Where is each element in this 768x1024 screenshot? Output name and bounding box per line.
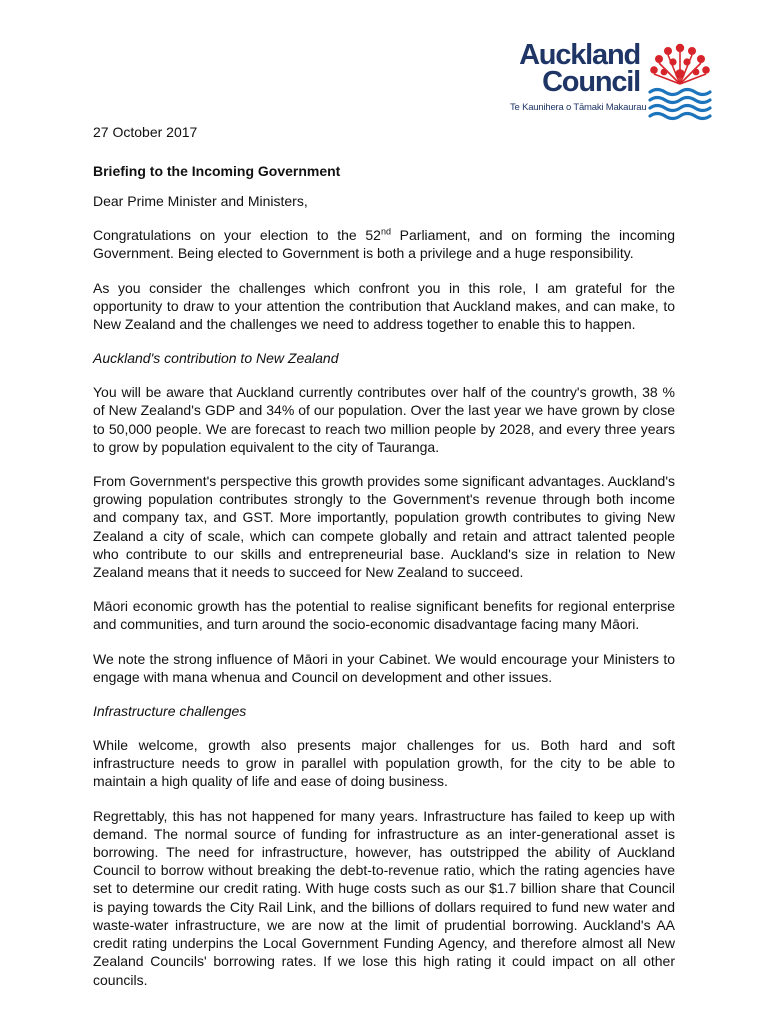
letter-date: 27 October 2017 [93,124,198,140]
paragraph-borrowing-limits: Regrettably, this has not happened for many years. Infrastructure has failed to keep up with demand. The normal source of funding for infrastructure as an inter-generational asset is borrowing. The need for infrastructure, however, has outstripped the ability of Auckland Council to borrow without breaking the debt-to-revenue ratio, which the rating agencies have set to determine our credit rating. With huge costs such as our $1.7 billion share that Council is paying towards the City Rail Link, and the billions of dollars required to fund new water and waste-water infrastructure, we are now at the limit of prudential borrowing. Auckland's AA credit rating underpins the Local Government Funding Agency, and therefore almost all New Zealand Councils' borrowing rates. If we lose this high rating it could impact on all other councils. [93,807,675,988]
ordinal-suffix: nd [380,226,391,237]
logo-line-auckland: Auckland [519,39,640,71]
paragraph-challenges-intro: As you consider the challenges which confront you in this role, I am grateful for the opportunity to draw to your attention the contribution that Auckland makes, and can make, to New Zealand and the challenges we need to address together to enable this to happen. [93,279,675,333]
paragraph-cabinet-influence: We note the strong influence of Māori in your Cabinet. We would encourage your Ministers to engage with mana whenua and Council on development and other issues. [93,650,675,685]
pohutukawa-flower-icon [644,42,716,122]
auckland-council-logo [510,39,716,128]
section-heading-infrastructure: Infrastructure challenges [93,703,247,720]
letter-title: Briefing to the Incoming Government [93,163,341,179]
paragraph-congratulations-end: Parliament, and on forming the incoming Government. Being elected to Government is both a privilege and a huge responsibility. [93,227,675,262]
logo-tagline: Te Kaunihera o Tāmaki Makaurau [510,102,647,113]
paragraph-growth-stats: You will be aware that Auckland currently contributes over half of the country's growth, 38 % of New Zealand's GDP and 34% of our population. Over the last year we have grown by close to 50,000 people. We are forecast to reach two million people by 2028, and every three years to grow by population equivalent to the city of Tauranga. [93,384,675,455]
paragraph-congratulations [93,226,675,262]
logo-line-council: Council [542,66,640,98]
paragraph-maori-growth: Māori economic growth has the potential to realise significant benefits for regional enterprise and communities, and turn around the socio-economic disadvantage facing many Māori. [93,598,675,633]
logo-wordmark [510,39,647,113]
paragraph-government-perspective: From Government's perspective this growth provides some significant advantages. Auckland's growing population contributes strongly to the Government's revenue through both income and company tax, and GST. More importantly, population growth contributes to giving New Zealand a city of scale, which can compete globally and retain and attract talented people who contribute to our skills and entrepreneurial base. Auckland's size in relation to New Zealand means that it needs to succeed for New Zealand to succeed. [93,473,675,581]
paragraph-growth-challenges: While welcome, growth also presents major challenges for us. Both hard and soft infrastructure needs to grow in parallel with population growth, for the city to be able to maintain a high quality of life and ease of doing business. [93,737,675,790]
letter-body [93,123,675,989]
paragraph-congratulations-start: Congratulations on your election to the 52 [93,227,381,244]
letter-salutation: Dear Prime Minister and Ministers, [93,193,308,209]
section-heading-contribution: Auckland's contribution to New Zealand [93,350,339,367]
